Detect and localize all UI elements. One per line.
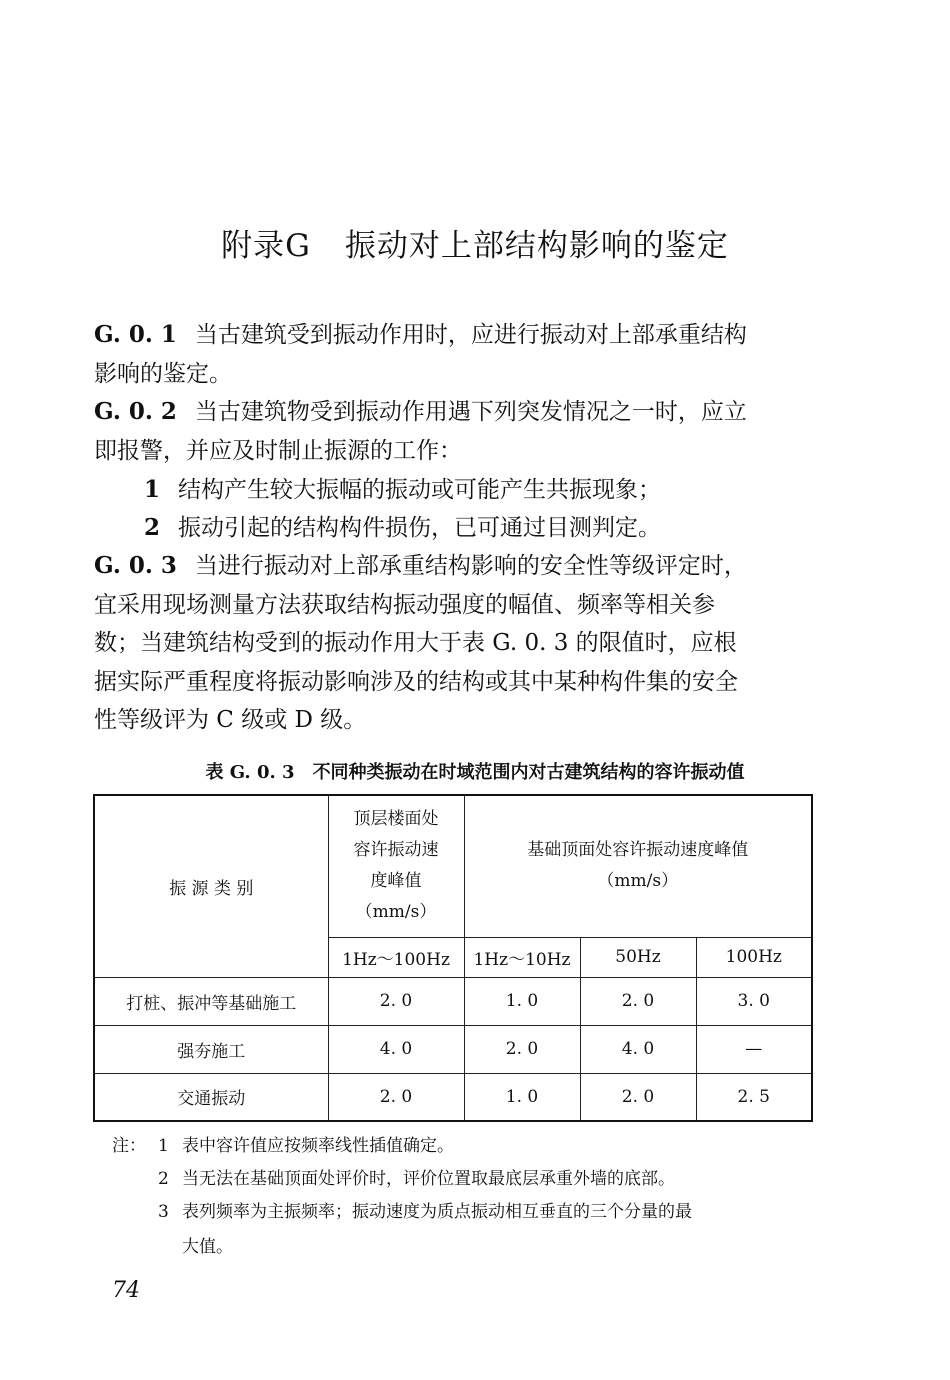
clause-number: G. 0. 1 bbox=[94, 321, 177, 348]
item-number: 1 bbox=[144, 476, 161, 503]
table-caption bbox=[0, 758, 950, 784]
note-number: 1 bbox=[158, 1136, 169, 1156]
row-label: 交通振动 bbox=[94, 1073, 328, 1121]
header-top-floor bbox=[328, 795, 464, 937]
clause-line: 即报警，并应及时制止振源的工作： bbox=[94, 437, 462, 464]
clause-g02 bbox=[94, 393, 812, 470]
note-text: 当无法在基础顶面处评价时，评价位置取最底层承重外墙的底部。 bbox=[182, 1169, 675, 1189]
table-row bbox=[94, 1025, 812, 1073]
note-1 bbox=[112, 1134, 454, 1158]
header-line: （mm/s） bbox=[597, 871, 679, 892]
header-freq: 1Hz～100Hz bbox=[328, 937, 464, 977]
table-cell: 3. 0 bbox=[696, 977, 812, 1025]
clause-line: 当古建筑受到振动作用时，应进行振动对上部承重结构 bbox=[194, 322, 747, 348]
table-cell: 2. 0 bbox=[328, 977, 464, 1025]
item-number: 2 bbox=[144, 514, 161, 541]
notes-label: 注： bbox=[112, 1136, 146, 1156]
table-cell: 2. 0 bbox=[580, 977, 696, 1025]
note-number: 2 bbox=[158, 1169, 169, 1189]
table-number: 表 G. 0. 3 bbox=[205, 762, 295, 783]
header-line: 顶层楼面处 bbox=[353, 809, 439, 830]
note-3 bbox=[112, 1200, 692, 1224]
table-cell: 2. 0 bbox=[328, 1073, 464, 1121]
table-cell: — bbox=[696, 1025, 812, 1073]
note-3-cont bbox=[112, 1235, 233, 1259]
table-row bbox=[94, 1073, 812, 1121]
note-text: 表列频率为主振频率；振动速度为质点振动相互垂直的三个分量的最 bbox=[182, 1202, 692, 1222]
table-row bbox=[94, 977, 812, 1025]
appendix-heading: 振动对上部结构影响的鉴定 bbox=[344, 228, 729, 264]
clause-line: 当进行振动对上部承重结构影响的安全性等级评定时， bbox=[194, 553, 747, 579]
list-item bbox=[144, 471, 661, 509]
clause-number: G. 0. 3 bbox=[94, 552, 177, 579]
vibration-limits-table bbox=[93, 794, 813, 1122]
table-cell: 1. 0 bbox=[464, 1073, 580, 1121]
appendix-title bbox=[0, 220, 950, 265]
clause-line: 当古建筑物受到振动作用遇下列突发情况之一时，应立 bbox=[194, 399, 747, 425]
clause-line: 据实际严重程度将振动影响涉及的结构或其中某种构件集的安全 bbox=[94, 668, 738, 695]
header-source-type: 振 源 类 别 bbox=[94, 795, 328, 977]
table-cell: 4. 0 bbox=[328, 1025, 464, 1073]
row-label: 打桩、振冲等基础施工 bbox=[94, 977, 328, 1025]
clause-line: 宜采用现场测量方法获取结构振动强度的幅值、频率等相关参 bbox=[94, 591, 715, 618]
table-cell: 2. 0 bbox=[580, 1073, 696, 1121]
header-line: 容许振动速 bbox=[353, 840, 439, 861]
item-text: 振动引起的结构构件损伤，已可通过目测判定。 bbox=[178, 515, 662, 541]
table-cell: 2. 0 bbox=[464, 1025, 580, 1073]
table-cell: 1. 0 bbox=[464, 977, 580, 1025]
header-foundation bbox=[464, 795, 812, 937]
clause-line: 影响的鉴定。 bbox=[94, 360, 232, 387]
clause-line: 性等级评为 C 级或 D 级。 bbox=[94, 707, 367, 733]
clause-line: 数；当建筑结构受到的振动作用大于表 G. 0. 3 的限值时，应根 bbox=[94, 630, 737, 656]
table-cell: 4. 0 bbox=[580, 1025, 696, 1073]
header-line: （mm/s） bbox=[355, 902, 437, 923]
list-item bbox=[144, 509, 661, 547]
header-freq: 50Hz bbox=[580, 937, 696, 977]
appendix-label: 附录G bbox=[221, 228, 311, 264]
row-label: 强夯施工 bbox=[94, 1025, 328, 1073]
clause-g01 bbox=[94, 316, 812, 393]
clause-number: G. 0. 2 bbox=[94, 398, 177, 425]
table-caption-text: 不同种类振动在时域范围内对古建筑结构的容许振动值 bbox=[312, 762, 745, 783]
table-cell: 2. 5 bbox=[696, 1073, 812, 1121]
header-line: 度峰值 bbox=[370, 871, 422, 892]
clause-g03 bbox=[94, 547, 812, 740]
note-text: 表中容许值应按频率线性插值确定。 bbox=[182, 1136, 454, 1156]
note-2 bbox=[112, 1167, 675, 1191]
page-number: 74 bbox=[112, 1278, 140, 1303]
header-line: 基础顶面处容许振动速度峰值 bbox=[527, 840, 749, 861]
note-number: 3 bbox=[158, 1202, 169, 1222]
item-text: 结构产生较大振幅的振动或可能产生共振现象； bbox=[178, 477, 662, 503]
note-text: 大值。 bbox=[182, 1237, 233, 1257]
header-freq: 100Hz bbox=[696, 937, 812, 977]
header-freq: 1Hz～10Hz bbox=[464, 937, 580, 977]
